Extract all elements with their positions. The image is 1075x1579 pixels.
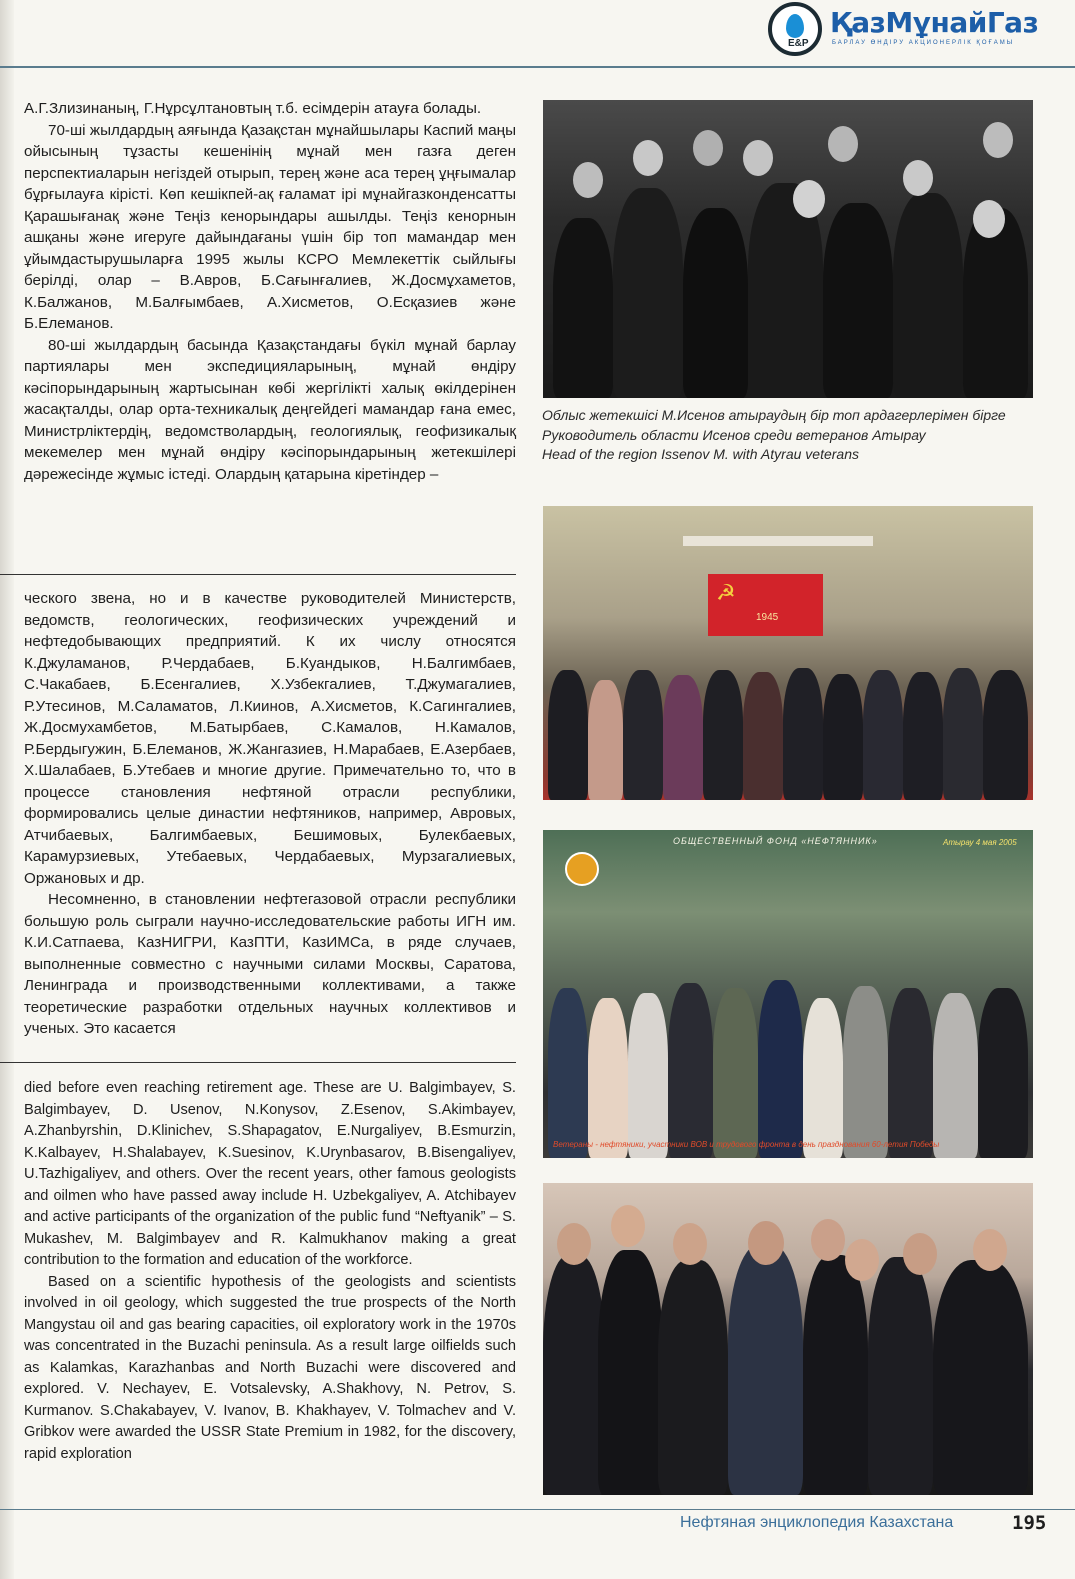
veterans-bw-photo: [543, 100, 1033, 398]
kazakh-paragraph-3: 80-ші жылдардың басында Қазақстандағы бүкіл мұнай барлау партиялары мен экспедицияларының, мұнай өндіру кәсіпорындарының жартысынан көбі жергілікті халық өкілдерінен жасақталды, олар орта-техникалық деңгейдегі мамандар ғана емес, Министрліктердің, ведомстволардың, геологиялық, геофизикалық мекемелер мен мұнай өндіру кәсіпорындарының жетекшілері дәрежесінде жұмыс істеді. Олардың қатарына кіретіндер –: [24, 336, 516, 483]
hammer-sickle-icon: ☭: [716, 580, 736, 605]
kazmunaigaz-logo: [768, 0, 1068, 58]
victory-banner-photo: [543, 506, 1033, 800]
kazakh-paragraph-1: А.Г.Злизинаның, Г.Нұрсұлтановтың т.б. есімдерін атауға болады.: [24, 100, 482, 117]
display-canopy: [683, 536, 873, 546]
page-gutter-shadow: [0, 0, 14, 1579]
caption-russian: Руководитель области Исенов среди ветеранов Атырау: [542, 426, 926, 443]
kazakh-paragraph-2: 70-ші жылдардың аяғында Қазақстан мұнайшылары Каспий маңы ойысының тұзасты кешенінің мұнай мен газға деген перспектиаларын негіздей отырып, терең және аса терең ұңғымалар бұрғылауға кірісті. Көп кешікпей-ақ ғаламат ірі мұнайгазконденсатты Қарашығанақ және Теңіз кенорындары ашылды. Теңіз кенорнын ашқаны және игеруге дайындағаны үшін бір топ мамандар мен ұйымдастырушыларға 1995 жылы КСРО Мемлекеттік сыйлығы берілді, олар – В.Авров, Б.Сағынғалиев, Ж.Досмұхаметов, К.Балжанов, М.Балғымбаев, А.Хисметов, О.Есқазиев және Б.Елеманов.: [24, 121, 516, 332]
officials-group-photo: [543, 1183, 1033, 1495]
russian-paragraph-1: ческого звена, но и в качестве руководителей Министерств, ведомств, геологических, геофизических учреждений и нефтедобывающих предприятий. К их числу относятся К.Джуламанов, Р.Чердабаев, Б.Куандыков, Н.Балгимбаев, С.Чакабаев, Б.Есенгалиев, Х.Узбекгалиев, Т.Джумагалиев, Р.Утесинов, М.Саламатов, Л.Киинов, А.Хисметов, К.Сагингалиев, Ж.Досмухамбетов, М.Батырбаев, С.Камалов, Н.Камалов, Р.Бердыгужин, Б.Елеманов, Ж.Жангазиев, Н.Марабаев, Е.Азербаев, Х.Шалабаев, Б.Утебаев и многие другие. Примечательно то, что в процессе становления нефтяной отрасли республики, формировались целые династии нефтяников, например, Авровых, Атчибаевых, Балгимбаевых, Бешимовых, Булекбаевых, Карамурзиевых, Утебаевых, Чердабаевых, Мурзагалиевых, Оржановых и др.: [24, 590, 516, 887]
victory-banner: [708, 574, 823, 636]
caption-english: Head of the region Issenov M. with Atyrau veterans: [542, 446, 859, 462]
photo-inner-caption: Ветераны - нефтяники, участники ВОВ и трудового фронта в день празднования 60-летия Победы: [553, 1140, 940, 1149]
public-fund-veterans-photo: [543, 830, 1033, 1158]
footer-rule: [0, 1509, 1075, 1510]
page-number: 195: [1012, 1512, 1047, 1534]
logo-emblem: [768, 2, 822, 56]
section-divider: [0, 1062, 516, 1063]
photo-banner-date: Атырау 4 мая 2005: [943, 838, 1017, 847]
english-paragraph-2: Based on a scientific hypothesis of the geologists and scientists involved in oil geology, which suggested the true prospects of the North Mangystau oil and gas bearing capacities, oil exploratory work in the 1970s was concentrated in the Buzachi peninsula. As a result large oilfields such as Kalamkas, Karazhanbas and North Buzachi were discovered and explored. V. Nechayev, E. Votsalevsky, A.Shakhovy, N. Petrov, S. Kurmanov. S.Chakabayev, V. Ivanov, B. Khakhayev, V. Tolmachev and V. Gribkov were awarded the USSR State Premium in 1982, for the discovery, rapid exploration: [24, 1273, 516, 1462]
english-paragraph-1: died before even reaching retirement age. These are U. Balgimbayev, S. Balgimbayev, D. Usenov, N.Konysov, Z.Esenov, S.Akimbayev, A.Zhanbyrshin, D.Klinichev, S.Shapagatov, E.Nurgaliyev, B.Esmurzin, K.Kalbayev, H.Shalabayev, K.Suesinov, K.Urynbasarov, B.Bisengaliyev, U.Tazhigaliyev, and others. Over the recent years, other famous geologists and oilmen who have passed away include H. Uzbekgaliyev, A. Atchibayev and active participants of the organization of the public fund “Neftyanik” – S. Mukashev, M. Balgimbayev and R. Kalmukhanov making a great contribution to the formation and education of the workforce.: [24, 1080, 516, 1268]
photo-caption: [542, 406, 1042, 465]
oil-drop-icon: [786, 14, 804, 38]
english-text-block: [24, 1078, 516, 1465]
banner-year: 1945: [756, 612, 779, 623]
header-rule: [0, 66, 1075, 68]
caption-kazakh: Облыс жетекшісі М.Исенов атыраудың бір топ ардагерлерімен бірге: [542, 407, 1006, 423]
logo-name: ҚазМұнайГаз: [830, 6, 1039, 39]
section-divider: [0, 574, 516, 575]
kazakh-text-block: [24, 98, 516, 485]
russian-paragraph-2: Несомненно, в становлении нефтегазовой отрасли республики большую роль сыграли научно-исследовательские работы ИГН им. К.И.Сатпаева, КазНИГРИ, КазПТИ, КазИМСа, в ряде случаев, выполненные совместно с научными силами Москвы, Саратова, Ленинграда и производственными коллективами, а также теоретические разработки отдельных научных коллективов и ученых. Это касается: [24, 891, 516, 1037]
fund-emblem-icon: [565, 852, 599, 886]
russian-text-block: [24, 588, 516, 1040]
logo-mark: E&P: [788, 38, 809, 49]
photo-banner-title: ОБЩЕСТВЕННЫЙ ФОНД «НЕФТЯННИК»: [673, 836, 878, 846]
footer-publication-title: Нефтяная энциклопедия Казахстана: [680, 1514, 954, 1531]
logo-subtitle: БАРЛАУ ӨНДІРУ АКЦИОНЕРЛІК ҚОҒАМЫ: [832, 40, 1015, 46]
